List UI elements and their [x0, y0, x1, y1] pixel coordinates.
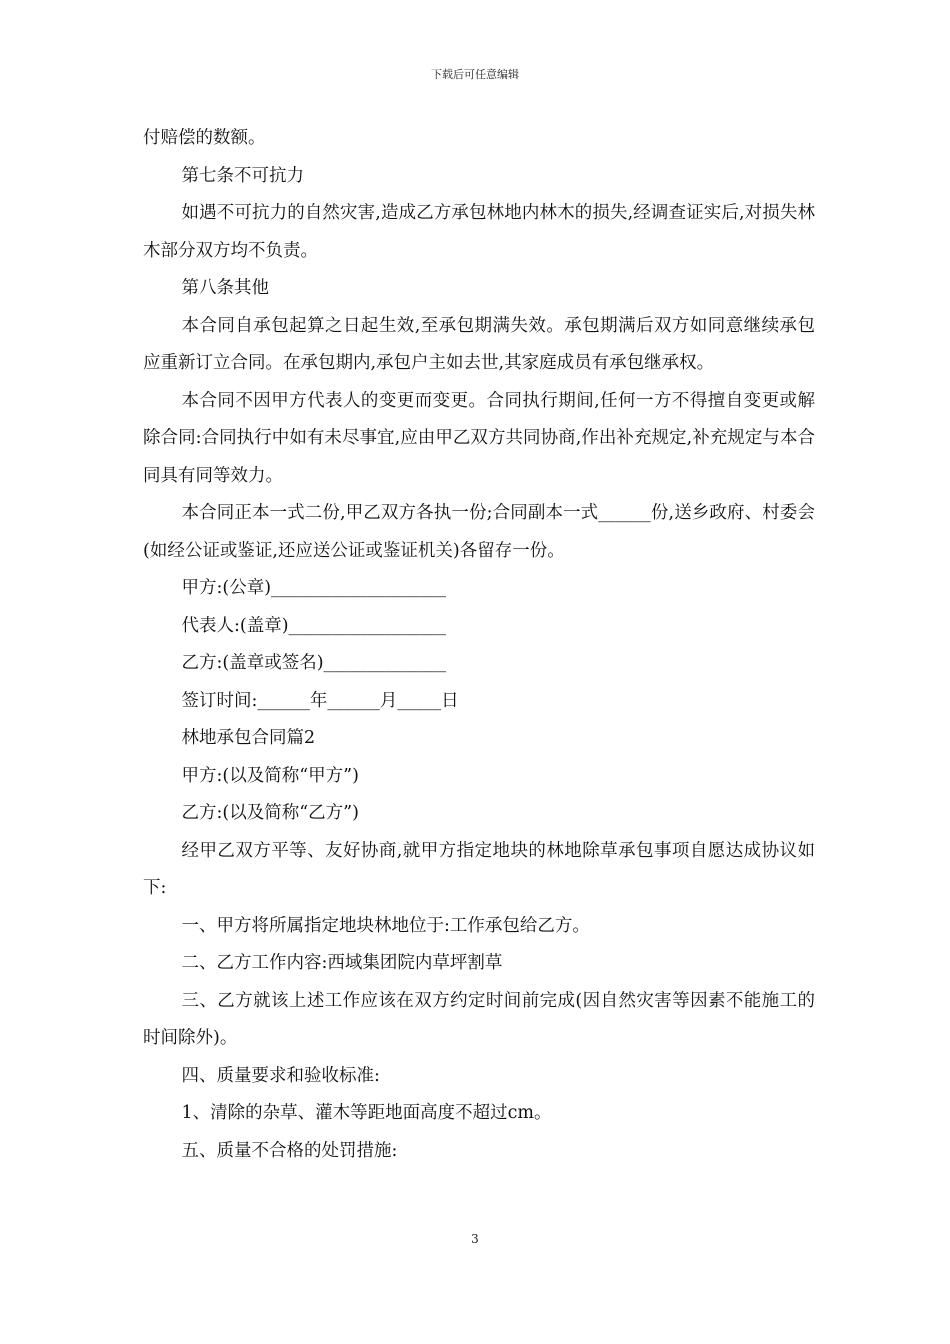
party-a-line: 甲方:(以及简称“甲方”)	[181, 765, 359, 786]
paragraph: 经甲乙双方平等、友好协商,就甲方指定地块的林地除草承包事项自愿达成协议如下:	[143, 840, 815, 898]
clause-item: 二、乙方工作内容:西域集团院内草坪割草	[181, 953, 503, 973]
signature-line-party-b: 乙方:(盖章或签名)______________	[181, 653, 447, 673]
signature-line-representative: 代表人:(盖章)__________________	[181, 615, 447, 636]
clause-item: 一、甲方将所属指定地块林地位于:工作承包给乙方。	[181, 915, 590, 936]
paragraph: 如遇不可抗力的自然灾害,造成乙方承包林地内林木的损失,经调查证实后,对损失林木部分双方均不负责。	[143, 203, 815, 261]
clause-item: 三、乙方就该上述工作应该在双方约定时间前完成(因自然灾害等因素不能施工的时间除外)。	[143, 990, 815, 1048]
signature-line-party-a: 甲方:(公章)____________________	[181, 578, 447, 598]
clause-item: 五、质量不合格的处罚措施:	[181, 1140, 398, 1161]
clause-item: 1、清除的杂草、灌木等距地面高度不超过cm。	[181, 1103, 552, 1123]
clause-item: 四、质量要求和验收标准:	[181, 1065, 380, 1086]
party-b-line: 乙方:(以及简称“乙方”)	[181, 803, 359, 823]
paragraph: 本合同自承包起算之日起生效,至承包期满失效。承包期满后双方如同意继续承包应重新订立合同。在承包期内,承包户主如去世,其家庭成员有承包继承权。	[143, 315, 815, 373]
paragraph: 本合同正本一式二份,甲乙双方各执一份;合同副本一式______份,送乡政府、村委会(如经公证或鉴证,还应送公证或鉴证机关)各留存一份。	[143, 503, 815, 561]
body-text	[143, 120, 815, 1170]
paragraph: 本合同不因甲方代表人的变更而变更。合同执行期间,任何一方不得擅自变更或解除合同:合同执行中如有未尽事宜,应由甲乙双方共同协商,作出补充规定,补充规定与本合同具有同等效力。	[143, 390, 815, 486]
section-heading: 第八条其他	[181, 278, 269, 298]
signing-date-line: 签订时间:______年______月_____日	[181, 690, 459, 711]
section-heading: 第七条不可抗力	[181, 165, 304, 186]
page-number: 3	[471, 1232, 479, 1246]
header-note: 下载后可任意编辑	[431, 68, 519, 81]
paragraph: 付赔偿的数额。	[143, 128, 266, 148]
document-section-title: 林地承包合同篇2	[181, 728, 316, 748]
